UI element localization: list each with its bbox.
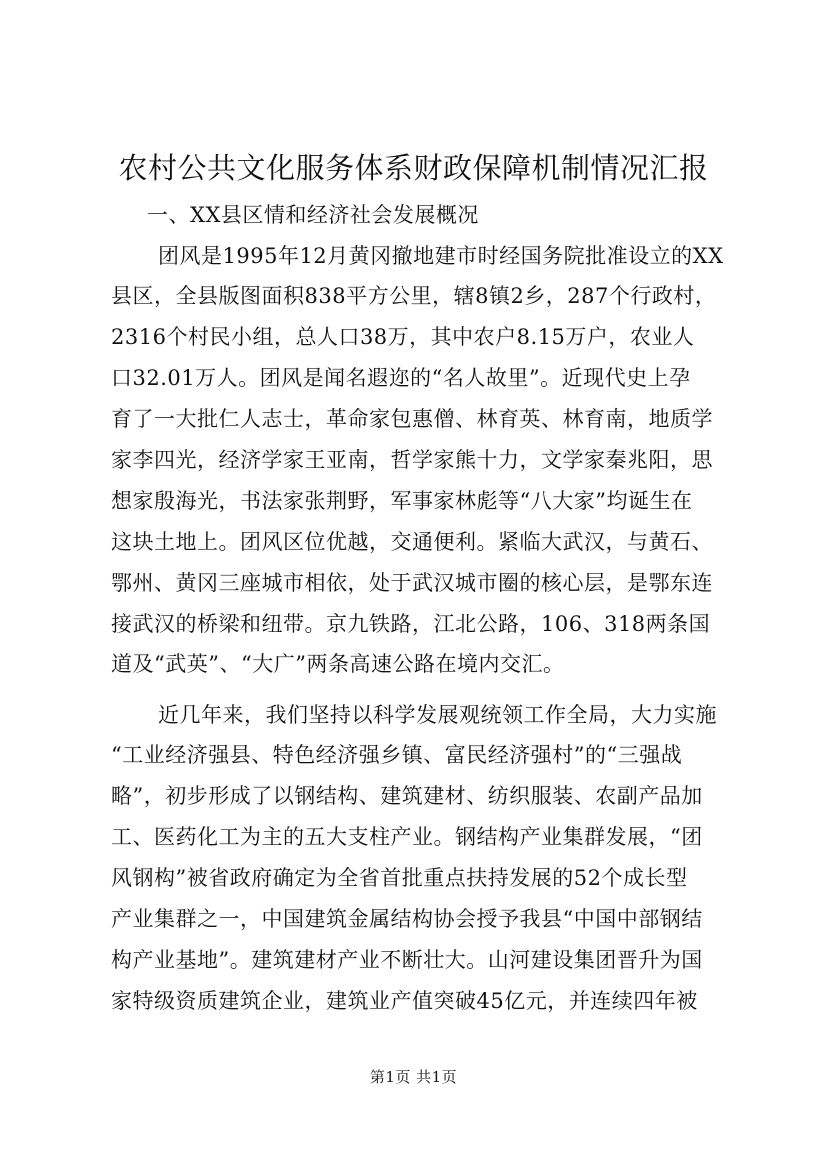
paragraph-line: 家特级资质建筑企业，建筑业产值突破45亿元，并连续四年被 [111, 989, 698, 1013]
paragraph-line: 团风是1995年12月黄冈撤地建市时经国务院批准设立的XX [158, 244, 724, 268]
paragraph-line: 接武汉的桥梁和纽带。京九铁路，江北公路，106、318两条国 [111, 612, 711, 636]
paragraph-line: 口32.01万人。团风是闻名遐迩的“名人故里”。近现代史上孕 [111, 366, 691, 390]
paragraph-line: 家李四光，经济学家王亚南，哲学家熊十力，文学家秦兆阳，思 [111, 448, 713, 472]
paragraph-line: 产业集群之一，中国建筑金属结构协会授予我县“中国中部钢结 [111, 907, 703, 931]
paragraph-line: 近几年来，我们坚持以科学发展观统领工作全局，大力实施 [158, 703, 717, 727]
paragraph-line: 县区，全县版图面积838平方公里，辖8镇2乡，287个行政村， [111, 284, 717, 308]
paragraph-line: 育了一大批仁人志士，革命家包惠僧、林育英、林育南，地质学 [111, 407, 713, 431]
document-title: 农村公共文化服务体系财政保障机制情况汇报 [118, 151, 709, 185]
paragraph-line: 构产业基地”。建筑建材产业不断壮大。山河建设集团晋升为国 [111, 948, 703, 972]
paragraph-line: 这块土地上。团风区位优越，交通便利。紧临大武汉，与黄石、 [111, 530, 713, 554]
paragraph-line: 2316个村民小组，总人口38万，其中农户8.15万户，农业人 [111, 325, 695, 349]
section-heading: 一、XX县区情和经济社会发展概况 [147, 203, 479, 227]
paragraph-line: “工业经济强县、特色经济强乡镇、富民经济强村”的“三强战 [111, 743, 683, 767]
paragraph-line: 略”，初步形成了以钢结构、建筑建材、纺织服装、农副产品加 [111, 784, 703, 808]
paragraph-line: 鄂州、黄冈三座城市相依，处于武汉城市圈的核心层，是鄂东连 [111, 571, 713, 595]
paragraph-line: 想家殷海光，书法家张荆野，军事家林彪等“八大家”均诞生在 [111, 489, 693, 513]
paragraph-line: 风钢构”被省政府确定为全省首批重点扶持发展的52个成长型 [111, 866, 688, 890]
page-number-footer: 第1页 共1页 [369, 1068, 458, 1086]
paragraph-line: 工、医药化工为主的五大支柱产业。钢结构产业集群发展，“团 [111, 825, 703, 849]
paragraph-line: 道及“武英”、“大广”两条高速公路在境内交汇。 [111, 652, 565, 676]
